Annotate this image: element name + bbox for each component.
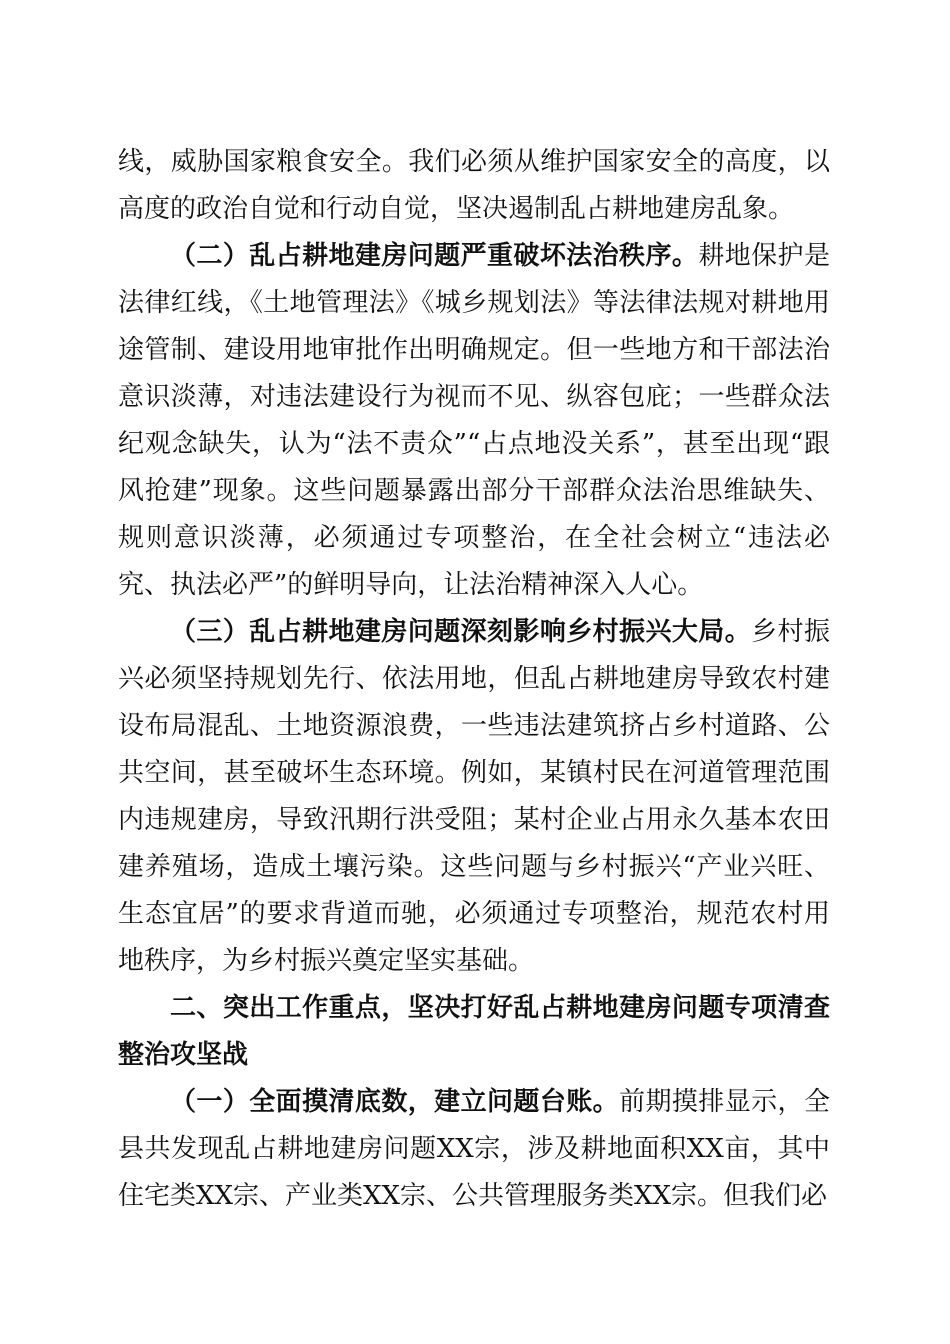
paragraph-rule-of-law-body: 耕地保护是法律红线，《土地管理法》《城乡规划法》等法律法规对耕地用途管制、建设用地审批作出明确规定。但一些地方和干部法治意识淡薄，对违法建设行为视而不见、纵容包庇；一些群众法纪观念缺失，认为“法不责众”“占点地没关系”，甚至出现“跟风抢建”现象。这些问题暴露出部分干部群众法治思维缺失、规则意识淡薄，必须通过专项整治，在全社会树立“违法必究、执法必严”的鲜明导向，让法治精神深入人心。 bbox=[118, 241, 830, 600]
paragraph-baseline-survey bbox=[118, 1079, 830, 1220]
paragraph-rural-revitalization bbox=[118, 609, 830, 985]
paragraph-baseline-survey-lead: （一）全面摸清底数，建立问题台账。 bbox=[170, 1087, 620, 1117]
section-heading-2: 二、突出工作重点，坚决打好乱占耕地建房问题专项清查整治攻坚战 bbox=[118, 993, 830, 1070]
paragraph-continuation-text: 线，威胁国家粮食安全。我们必须从维护国家安全的高度，以高度的政治自觉和行动自觉，坚决遏制乱占耕地建房乱象。 bbox=[118, 147, 830, 224]
paragraph-continuation bbox=[118, 139, 830, 233]
paragraph-baseline-survey-body: 前期摸排显示，全县共发现乱占耕地建房问题XX宗，涉及耕地面积XX亩，其中住宅类XX宗、产业类XX宗、公共管理服务类XX宗。但我们必 bbox=[118, 1087, 830, 1211]
document-body bbox=[118, 139, 830, 1220]
paragraph-rural-revitalization-lead: （三）乱占耕地建房问题深刻影响乡村振兴大局。 bbox=[170, 617, 752, 647]
paragraph-rule-of-law bbox=[118, 233, 830, 609]
paragraph-rural-revitalization-body: 乡村振兴必须坚持规划先行、依法用地，但乱占耕地建房导致农村建设布局混乱、土地资源浪费，一些违法建筑挤占乡村道路、公共空间，甚至破坏生态环境。例如，某镇村民在河道管理范围内违规建房，导致汛期行洪受阻；某村企业占用永久基本农田建养殖场，造成土壤污染。这些问题与乡村振兴“产业兴旺、生态宜居”的要求背道而驰，必须通过专项整治，规范农村用地秩序，为乡村振兴奠定坚实基础。 bbox=[118, 617, 830, 976]
paragraph-rule-of-law-lead: （二）乱占耕地建房问题严重破坏法治秩序。 bbox=[170, 241, 699, 271]
